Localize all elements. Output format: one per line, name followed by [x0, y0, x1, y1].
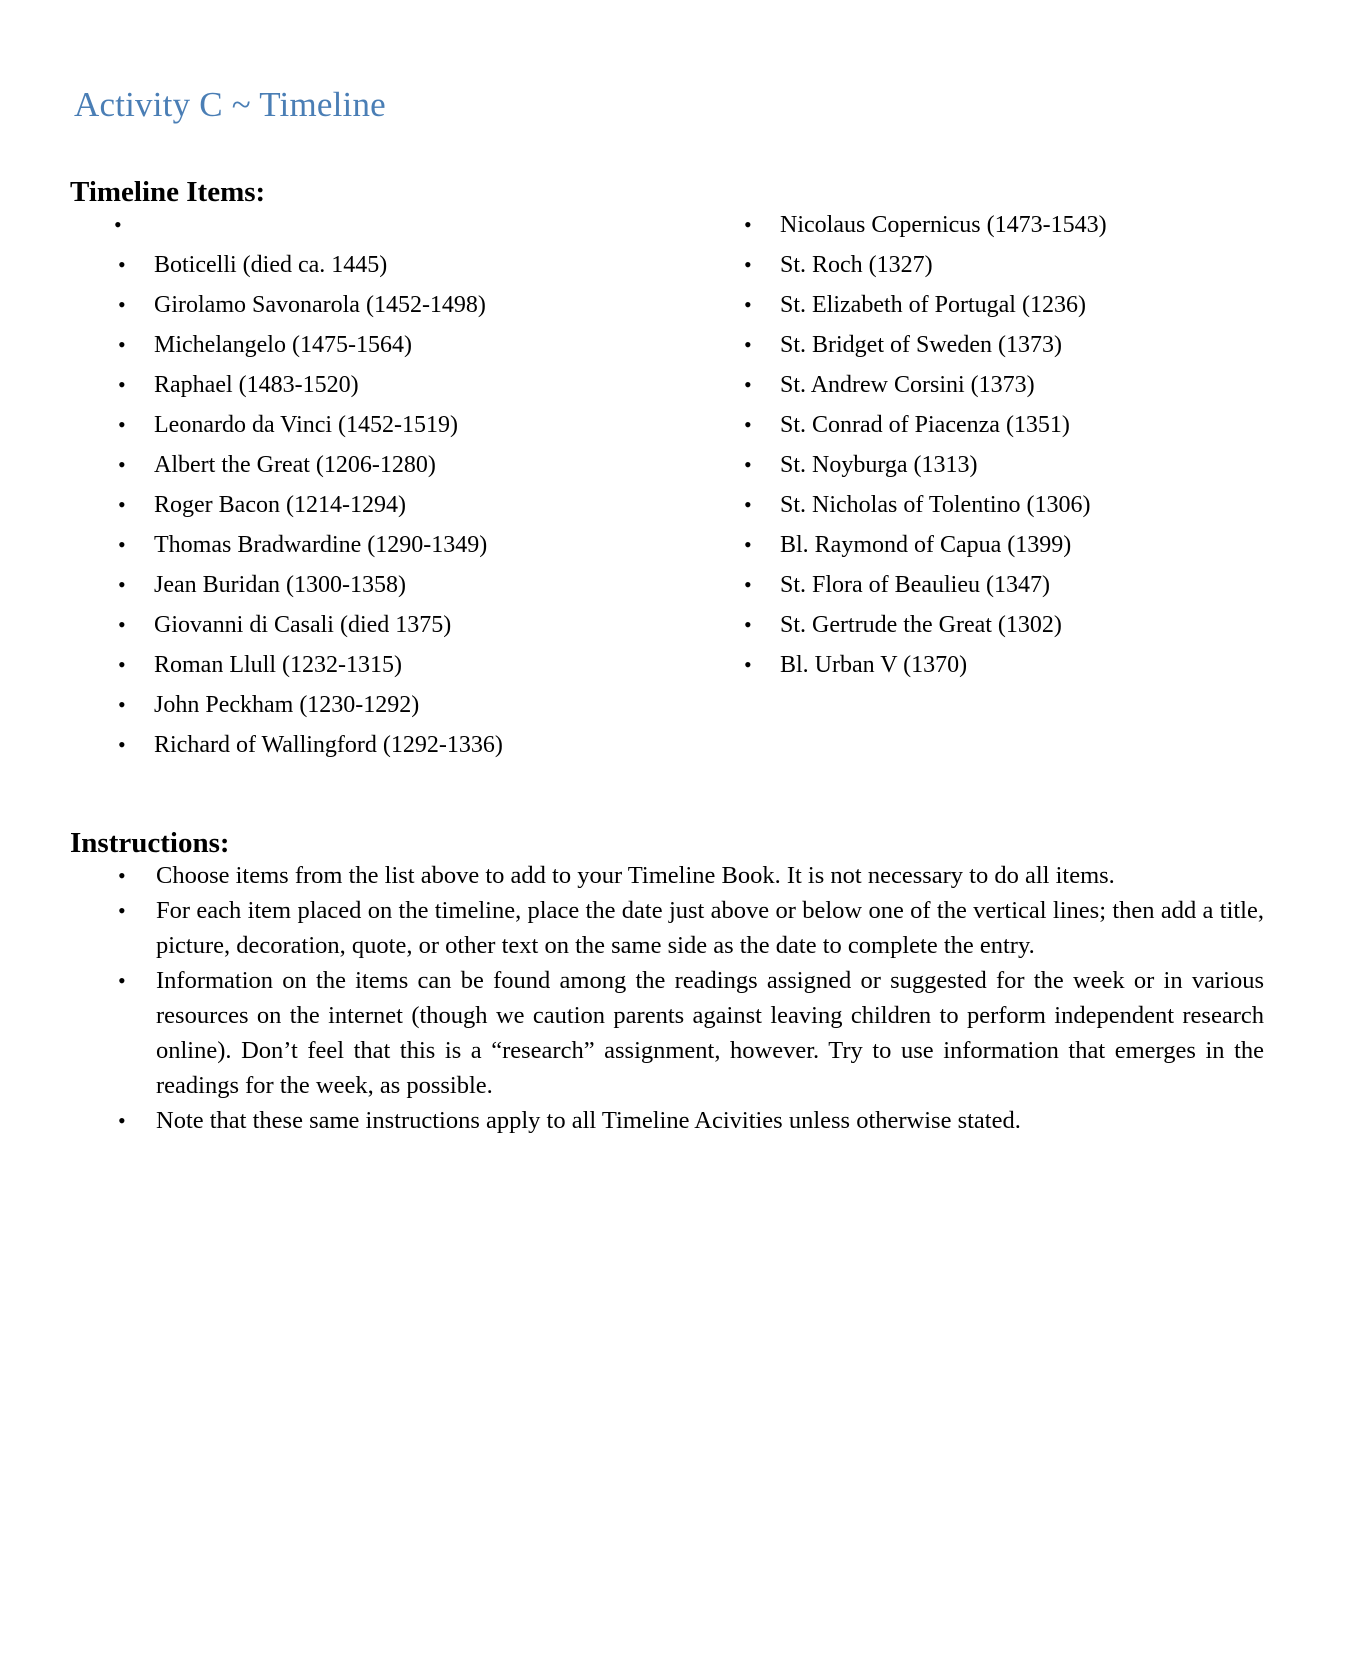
timeline-items-left-list	[104, 205, 724, 765]
instructions-section	[104, 858, 1264, 1138]
list-item-label: St. Andrew Corsini (1373)	[780, 372, 1035, 398]
list-item-label: St. Bridget of Sweden (1373)	[780, 332, 1062, 358]
instructions-list	[104, 858, 1264, 1138]
list-item	[730, 205, 1290, 245]
list-item	[730, 445, 1290, 485]
timeline-items-right-list	[730, 205, 1290, 685]
list-item	[730, 605, 1290, 645]
list-item	[104, 325, 724, 365]
list-item	[730, 365, 1290, 405]
list-item-label: Roman Llull (1232-1315)	[154, 652, 402, 678]
list-item	[104, 485, 724, 525]
instruction-text: • Note that these same instructions apply to all Timeline Acivities unless otherwise stated.	[156, 1107, 1021, 1134]
section-heading-timeline-items: Timeline Items:	[70, 176, 266, 209]
timeline-items-left-column	[104, 205, 724, 765]
list-item	[730, 285, 1290, 325]
list-item-label: John Peckham (1230-1292)	[154, 692, 420, 718]
list-item-label: Girolamo Savonarola (1452-1498)	[154, 292, 486, 318]
list-item-label: Raphael (1483-1520)	[154, 372, 359, 398]
list-item-empty	[104, 205, 724, 245]
list-item-label: St. Roch (1327)	[780, 252, 933, 278]
instruction-item	[104, 893, 1264, 963]
list-item-label: Bl. Raymond of Capua (1399)	[780, 532, 1072, 558]
list-item-label: Nicolaus Copernicus (1473-1543)	[780, 212, 1107, 238]
list-item	[730, 325, 1290, 365]
list-item	[104, 365, 724, 405]
list-item-label: Albert the Great (1206-1280)	[154, 452, 436, 478]
list-item	[730, 245, 1290, 285]
list-item-label: Roger Bacon (1214-1294)	[154, 492, 406, 518]
list-item-label: Michelangelo (1475-1564)	[154, 332, 412, 358]
list-item	[730, 525, 1290, 565]
list-item-label: Richard of Wallingford (1292-1336)	[154, 732, 503, 758]
list-item-label: St. Elizabeth of Portugal (1236)	[780, 292, 1086, 318]
list-item	[104, 565, 724, 605]
list-item	[104, 285, 724, 325]
list-item	[104, 645, 724, 685]
list-item-label: Giovanni di Casali (died 1375)	[154, 612, 452, 638]
list-item	[104, 405, 724, 445]
list-item	[730, 645, 1290, 685]
list-item-label: Bl. Urban V (1370)	[780, 652, 968, 678]
list-item-label: Jean Buridan (1300-1358)	[154, 572, 406, 598]
list-item-label: Thomas Bradwardine (1290-1349)	[154, 532, 488, 558]
list-item	[104, 685, 724, 725]
list-item-label: St. Gertrude the Great (1302)	[780, 612, 1062, 638]
instruction-item	[104, 963, 1264, 1103]
instruction-text: • Information on the items can be found among the readings assigned or suggested for the week or in various resources on the internet (though we caution parents against leaving children to perform independent research online). Don’t feel that this is a “research” assignment, however. Try to use information that emerges in the readings for the week, as possible.	[156, 967, 1264, 1099]
list-item	[104, 725, 724, 765]
list-item	[104, 525, 724, 565]
list-item	[104, 445, 724, 485]
list-item-label: Leonardo da Vinci (1452-1519)	[154, 412, 459, 438]
page-title: Activity C ~ Timeline	[74, 85, 386, 125]
list-item	[730, 405, 1290, 445]
list-item	[730, 485, 1290, 525]
timeline-items-right-column	[730, 205, 1290, 685]
instruction-item	[104, 1103, 1264, 1138]
list-item	[104, 245, 724, 285]
list-item	[104, 605, 724, 645]
instruction-text: • For each item placed on the timeline, place the date just above or below one of the vertical lines; then add a title, picture, decoration, quote, or other text on the same side as the date to complete the entry.	[156, 897, 1264, 959]
list-item-label: St. Flora of Beaulieu (1347)	[780, 572, 1050, 598]
list-item-label: St. Noyburga (1313)	[780, 452, 978, 478]
list-item-label: St. Conrad of Piacenza (1351)	[780, 412, 1070, 438]
instruction-item	[104, 858, 1264, 893]
list-item-label: St. Nicholas of Tolentino (1306)	[780, 492, 1091, 518]
instruction-text: • Choose items from the list above to add to your Timeline Book. It is not necessary to do all items.	[156, 862, 1115, 889]
section-heading-instructions: Instructions:	[70, 827, 230, 860]
list-item	[730, 565, 1290, 605]
list-item-label: Boticelli (died ca. 1445)	[154, 252, 388, 278]
